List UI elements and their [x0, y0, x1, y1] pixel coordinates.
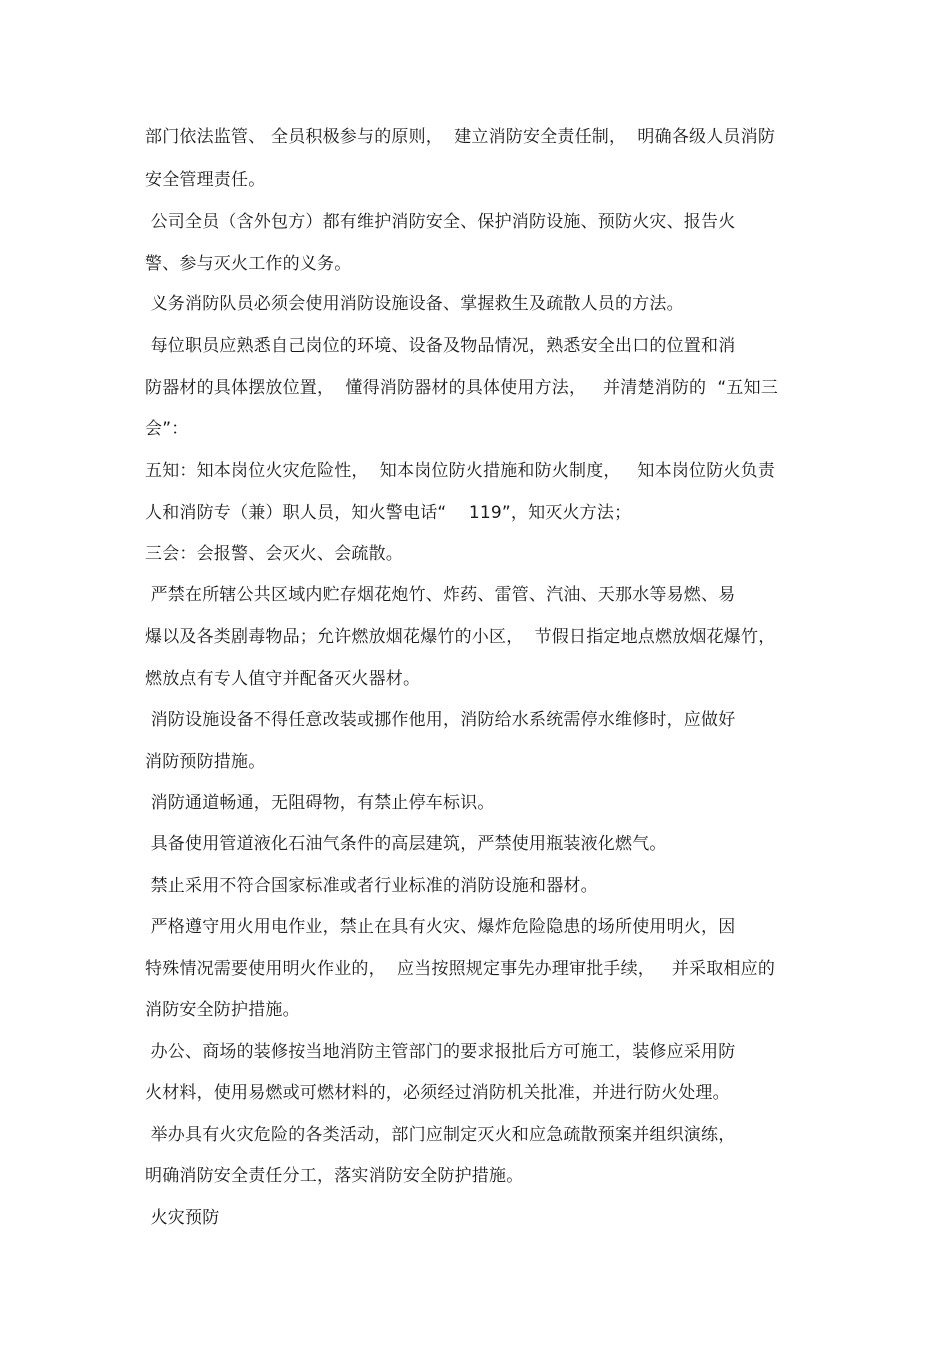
text-line: 爆以及各类剧毒物品；允许燃放烟花爆竹的小区， 节假日指定地点燃放烟花爆竹，: [145, 627, 776, 647]
text-line: 火材料，使用易燃或可燃材料的，必须经过消防机关批准，并进行防火处理。: [145, 1083, 730, 1103]
text-line: 严格遵守用火用电作业，禁止在具有火灾、爆炸危险隐患的场所使用明火，因: [145, 917, 736, 937]
text-line: 消防安全防护措施。: [145, 1000, 300, 1020]
text-line: 五知：知本岗位火灾危险性， 知本岗位防火措施和防火制度， 知本岗位防火负责: [145, 461, 776, 481]
text-line: 火灾预防: [145, 1208, 220, 1228]
text-line: 具备使用管道液化石油气条件的高层建筑，严禁使用瓶装液化燃气。: [145, 834, 667, 854]
text-line: 燃放点有专人值守并配备灭火器材。: [145, 669, 421, 689]
text-line: 消防通道畅通，无阻碍物，有禁止停车标识。: [145, 793, 495, 813]
text-line: 防器材的具体摆放位置， 懂得消防器材的具体使用方法， 并清楚消防的 “五知三: [145, 378, 779, 398]
text-line: 安全管理责任。: [145, 170, 266, 190]
text-line: 部门依法监管、 全员积极参与的原则， 建立消防安全责任制， 明确各级人员消防: [145, 127, 776, 147]
text-line: 三会：会报警、会灭火、会疏散。: [145, 544, 403, 564]
text-line: 严禁在所辖公共区域内贮存烟花炮竹、炸药、雷管、汽油、天那水等易燃、易: [145, 585, 736, 605]
text-line: 消防设施设备不得任意改装或挪作他用，消防给水系统需停水维修时，应做好: [145, 710, 736, 730]
text-line: 义务消防队员必须会使用消防设施设备、掌握救生及疏散人员的方法。: [145, 294, 684, 314]
text-line: 举办具有火灾危险的各类活动，部门应制定灭火和应急疏散预案并组织演练，: [145, 1125, 736, 1145]
text-line: 办公、商场的装修按当地消防主管部门的要求报批后方可施工，装修应采用防: [145, 1042, 736, 1062]
text-line: 每位职员应熟悉自己岗位的环境、设备及物品情况，熟悉安全出口的位置和消: [145, 336, 736, 356]
text-line: 公司全员（含外包方）都有维护消防安全、保护消防设施、预防火灾、报告火: [145, 212, 736, 232]
text-line: 消防预防措施。: [145, 752, 266, 772]
text-line: 禁止采用不符合国家标准或者行业标准的消防设施和器材。: [145, 876, 598, 896]
text-line: 明确消防安全责任分工，落实消防安全防护措施。: [145, 1166, 524, 1186]
text-line: 会”：: [145, 419, 189, 439]
text-line: 人和消防专（兼）职人员，知火警电话“ 119”，知灭火方法；: [145, 503, 632, 523]
text-line: 特殊情况需要使用明火作业的， 应当按照规定事先办理审批手续， 并采取相应的: [145, 959, 776, 979]
text-line: 警、参与灭火工作的义务。: [145, 254, 352, 274]
